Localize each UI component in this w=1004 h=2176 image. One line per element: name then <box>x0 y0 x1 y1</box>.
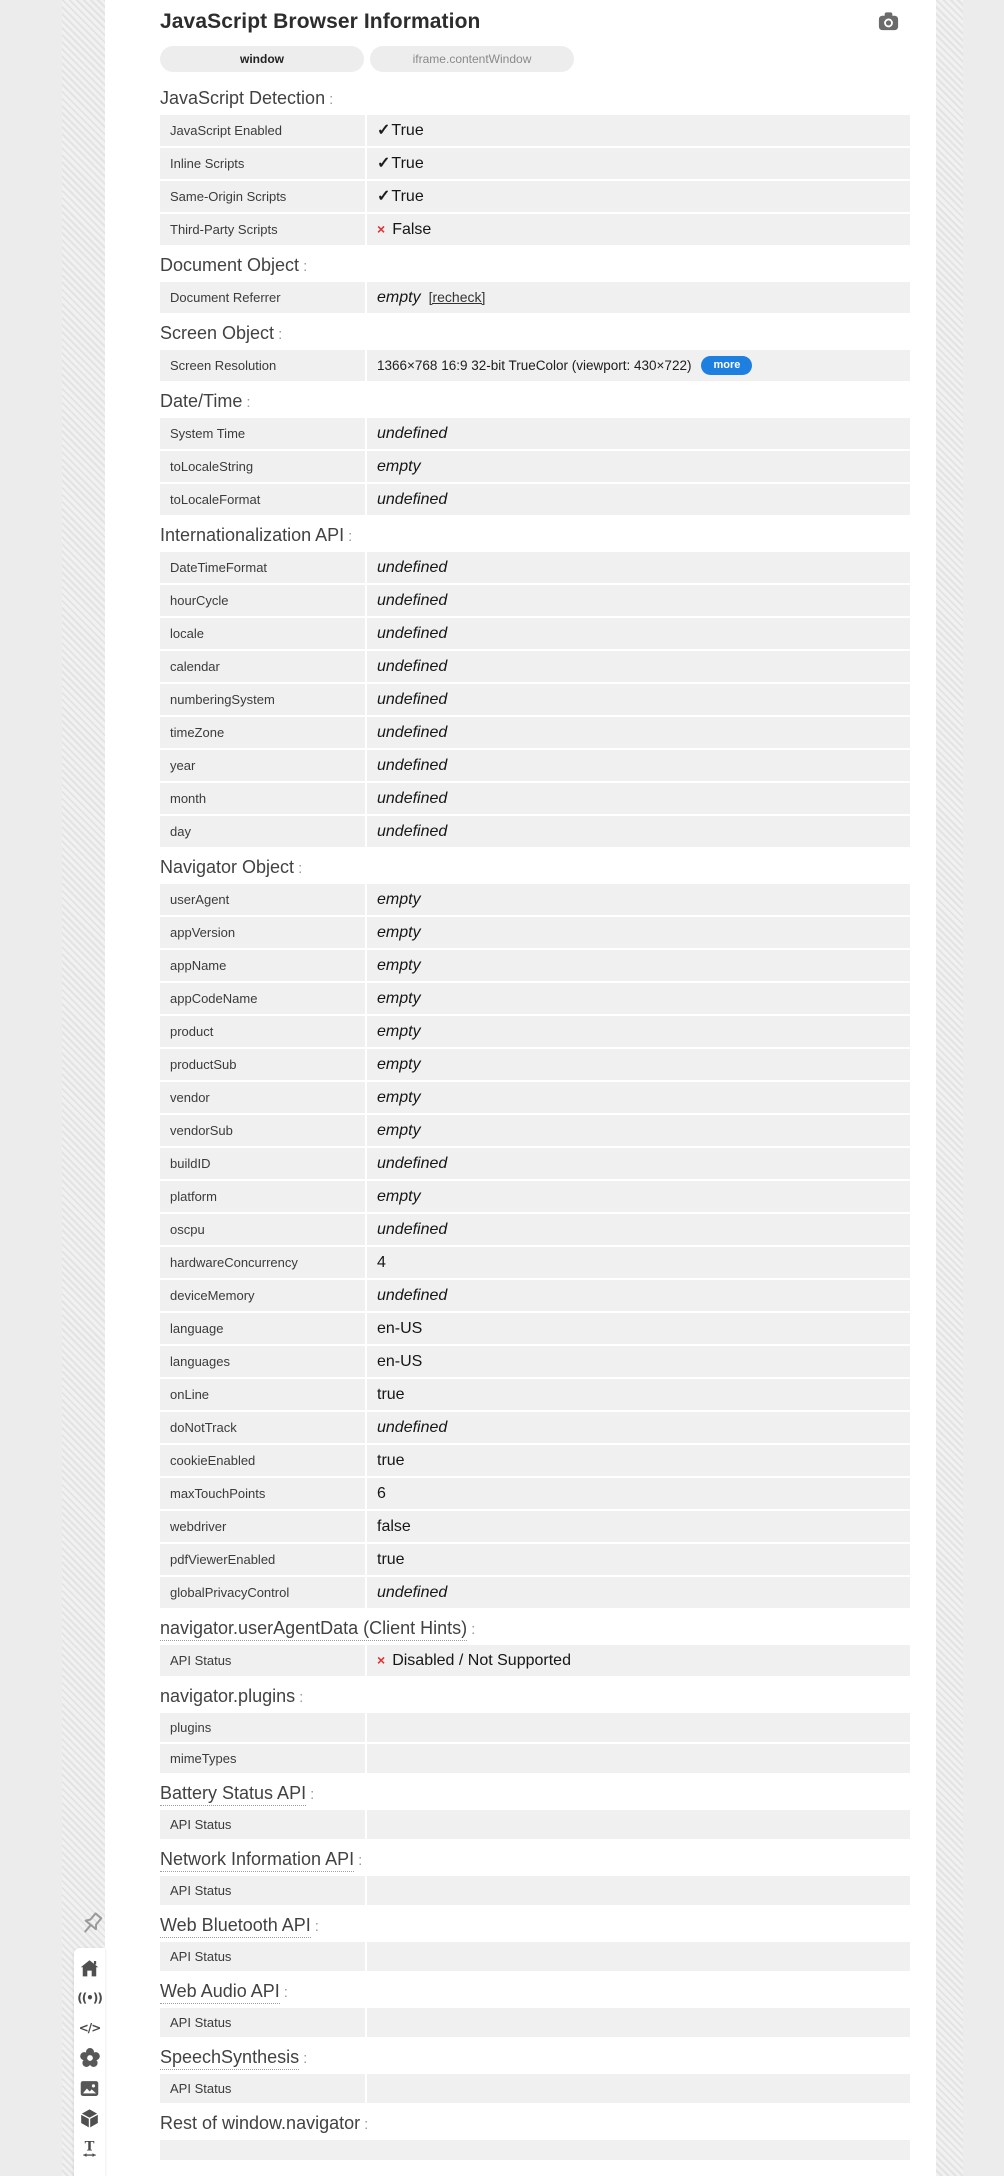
striped-background-left <box>62 0 105 2176</box>
row-value <box>367 1544 910 1575</box>
row-label: deviceMemory <box>160 1280 365 1311</box>
info-table <box>160 2074 910 2103</box>
value-text: undefined <box>377 491 448 508</box>
value-text: undefined <box>377 823 448 840</box>
row-label: mimeTypes <box>160 1744 365 1773</box>
section-heading-label[interactable]: navigator.userAgentData (Client Hints) <box>160 1618 467 1641</box>
row-value <box>367 1713 910 1742</box>
value-text: false <box>377 1518 411 1535</box>
row-value <box>367 1148 910 1179</box>
row-label: doNotTrack <box>160 1412 365 1443</box>
row-value <box>367 1478 910 1509</box>
row-value <box>367 750 910 781</box>
row-value <box>367 651 910 682</box>
row-label: API Status <box>160 1876 365 1905</box>
table-row <box>160 1016 910 1047</box>
row-value <box>367 1313 910 1344</box>
row-label: userAgent <box>160 884 365 915</box>
value-text: True <box>391 188 424 205</box>
row-label: API Status <box>160 2074 365 2103</box>
table-row <box>160 282 910 313</box>
section-heading-label[interactable]: SpeechSynthesis <box>160 2047 299 2070</box>
camera-icon[interactable] <box>877 10 900 33</box>
cross-icon: × <box>377 221 386 237</box>
value-text: undefined <box>377 691 448 708</box>
heading-colon: : <box>246 394 251 411</box>
row-value <box>367 2008 910 2037</box>
table-row <box>160 1478 910 1509</box>
webrtc-icon[interactable] <box>79 2047 101 2069</box>
value-text: empty <box>377 1089 421 1106</box>
row-value <box>367 1016 910 1047</box>
value-text: empty <box>377 891 421 908</box>
info-table <box>160 282 910 313</box>
value-text: en-US <box>377 1320 423 1337</box>
row-label: oscpu <box>160 1214 365 1245</box>
section-heading-label[interactable]: Battery Status API <box>160 1783 306 1806</box>
heading-colon: : <box>348 528 353 545</box>
row-label: timeZone <box>160 717 365 748</box>
row-value <box>367 950 910 981</box>
striped-background-right <box>936 0 963 2176</box>
table-row <box>160 585 910 616</box>
value-text: False <box>392 221 432 238</box>
heading-colon: : <box>329 91 334 108</box>
row-value <box>367 1744 910 1773</box>
row-label: Document Referrer <box>160 282 365 313</box>
row-value <box>367 1412 910 1443</box>
table-row <box>160 418 910 449</box>
section-heading <box>160 1686 910 1707</box>
row-value <box>367 181 910 212</box>
table-row <box>160 1713 910 1742</box>
row-label: locale <box>160 618 365 649</box>
table-row <box>160 1544 910 1575</box>
section-heading-label: Navigator Object <box>160 857 295 877</box>
row-value <box>367 1876 910 1905</box>
table-row <box>160 2008 910 2037</box>
table-row <box>160 884 910 915</box>
row-label: System Time <box>160 418 365 449</box>
canvas-image-icon[interactable] <box>79 2077 101 2099</box>
table-row <box>160 1445 910 1476</box>
row-label: language <box>160 1313 365 1344</box>
heading-colon: : <box>364 2116 369 2133</box>
tab-bar <box>160 46 910 72</box>
table-row <box>160 618 910 649</box>
row-value <box>367 350 910 381</box>
value-text: undefined <box>377 757 448 774</box>
row-value <box>367 1645 910 1676</box>
table-row <box>160 214 910 245</box>
webgl-cube-icon[interactable] <box>79 2107 101 2129</box>
row-label: productSub <box>160 1049 365 1080</box>
row-value <box>367 1082 910 1113</box>
info-table <box>160 350 910 381</box>
value-text: empty <box>377 990 421 1007</box>
sidebar-toolbar <box>74 1948 105 2176</box>
table-row <box>160 1511 910 1542</box>
value-text: undefined <box>377 658 448 675</box>
section-heading <box>160 1849 910 1870</box>
row-value <box>367 1346 910 1377</box>
row-label: platform <box>160 1181 365 1212</box>
table-row <box>160 350 910 381</box>
more-button[interactable]: more <box>701 356 752 375</box>
row-label: appName <box>160 950 365 981</box>
table-row <box>160 552 910 583</box>
value-text: True <box>391 155 424 172</box>
heading-colon: : <box>314 1918 319 1935</box>
heading-colon: : <box>310 1786 315 1803</box>
table-row <box>160 950 910 981</box>
value-text: true <box>377 1452 405 1469</box>
check-icon: ✓ <box>377 122 391 139</box>
table-row <box>160 1049 910 1080</box>
heading-colon: : <box>303 258 308 275</box>
table-row <box>160 451 910 482</box>
value-text: empty <box>377 924 421 941</box>
row-value <box>367 585 910 616</box>
section-heading <box>160 2047 910 2068</box>
table-row <box>160 1942 910 1971</box>
value-text: empty <box>377 289 421 306</box>
table-row <box>160 651 910 682</box>
section-heading-label[interactable]: Web Audio API <box>160 1981 280 2004</box>
value-text: undefined <box>377 790 448 807</box>
row-label: hourCycle <box>160 585 365 616</box>
row-value <box>367 618 910 649</box>
signal-icon[interactable]: ((•)) <box>77 1991 102 2005</box>
home-icon[interactable] <box>79 1957 101 1979</box>
row-value <box>367 684 910 715</box>
table-row <box>160 1280 910 1311</box>
section-heading <box>160 391 910 412</box>
table-row <box>160 2074 910 2103</box>
table-row <box>160 684 910 715</box>
row-label: toLocaleFormat <box>160 484 365 515</box>
row-value <box>367 1115 910 1146</box>
table-row <box>160 148 910 179</box>
row-value <box>367 1214 910 1245</box>
table-row <box>160 1810 910 1839</box>
section-heading <box>160 857 910 878</box>
row-label: onLine <box>160 1379 365 1410</box>
table-row <box>160 917 910 948</box>
table-row <box>160 1412 910 1443</box>
row-value <box>367 783 910 814</box>
row-label: API Status <box>160 1645 365 1676</box>
value-text: empty <box>377 458 421 475</box>
row-value <box>367 282 910 313</box>
info-table <box>160 1645 910 1676</box>
tab-window[interactable]: window <box>160 46 364 72</box>
info-table <box>160 1876 910 1905</box>
section-heading-label: Screen Object <box>160 323 275 343</box>
section-heading-label: Rest of window.navigator <box>160 2113 361 2133</box>
row-label: appVersion <box>160 917 365 948</box>
row-value <box>367 717 910 748</box>
row-value <box>367 1942 910 1971</box>
row-value <box>367 884 910 915</box>
row-value <box>367 148 910 179</box>
row-value <box>367 552 910 583</box>
value-text: undefined <box>377 625 448 642</box>
section-heading <box>160 88 910 109</box>
info-table <box>160 115 910 245</box>
heading-colon: : <box>471 1621 476 1638</box>
row-value <box>367 1280 910 1311</box>
pin-icon[interactable] <box>77 1911 107 1941</box>
table-row <box>160 1247 910 1278</box>
row-value <box>367 115 910 146</box>
info-table <box>160 884 910 1608</box>
table-row <box>160 1346 910 1377</box>
value-text: empty <box>377 957 421 974</box>
value-text: 6 <box>377 1485 386 1502</box>
row-label: plugins <box>160 1713 365 1742</box>
table-row <box>160 750 910 781</box>
value-text: true <box>377 1386 405 1403</box>
row-label: API Status <box>160 2008 365 2037</box>
sections-container <box>160 88 910 2160</box>
row-value <box>367 1181 910 1212</box>
table-row <box>160 1313 910 1344</box>
row-label: numberingSystem <box>160 684 365 715</box>
row-label: product <box>160 1016 365 1047</box>
fonts-text-icon[interactable] <box>79 2137 101 2159</box>
value-text: en-US <box>377 1353 423 1370</box>
row-value <box>367 816 910 847</box>
row-value <box>367 917 910 948</box>
row-label: Same-Origin Scripts <box>160 181 365 212</box>
value-text: undefined <box>377 1419 448 1436</box>
row-label: buildID <box>160 1148 365 1179</box>
table-row <box>160 1876 910 1905</box>
row-label: API Status <box>160 1810 365 1839</box>
row-label: hardwareConcurrency <box>160 1247 365 1278</box>
section-heading <box>160 525 910 546</box>
row-label: webdriver <box>160 1511 365 1542</box>
table-row <box>160 181 910 212</box>
section-heading-label: navigator.plugins <box>160 1686 296 1706</box>
row-value <box>367 418 910 449</box>
table-row <box>160 1148 910 1179</box>
row-label: Inline Scripts <box>160 148 365 179</box>
row-label: globalPrivacyControl <box>160 1577 365 1608</box>
value-text: true <box>377 1551 405 1568</box>
value-text: undefined <box>377 559 448 576</box>
section-heading <box>160 2113 910 2134</box>
row-value <box>367 451 910 482</box>
check-icon: ✓ <box>377 188 391 205</box>
heading-colon: : <box>358 1852 363 1869</box>
row-value <box>367 1511 910 1542</box>
table-row <box>160 1082 910 1113</box>
row-label: cookieEnabled <box>160 1445 365 1476</box>
heading-colon: : <box>303 2050 308 2067</box>
row-value <box>367 1810 910 1839</box>
heading-colon: : <box>299 1689 304 1706</box>
value-text: undefined <box>377 1584 448 1601</box>
section-heading-label[interactable]: Web Bluetooth API <box>160 1915 311 1938</box>
row-label: languages <box>160 1346 365 1377</box>
section-heading <box>160 1783 910 1804</box>
row-label: day <box>160 816 365 847</box>
value-text: undefined <box>377 425 448 442</box>
row-label: Third-Party Scripts <box>160 214 365 245</box>
cross-icon: × <box>377 1652 386 1668</box>
table-row <box>160 717 910 748</box>
info-table <box>160 418 910 515</box>
value-text: undefined <box>377 724 448 741</box>
table-row <box>160 1577 910 1608</box>
row-value <box>367 983 910 1014</box>
row-label: vendorSub <box>160 1115 365 1146</box>
row-label: toLocaleString <box>160 451 365 482</box>
section-heading <box>160 1915 910 1936</box>
value-text: undefined <box>377 592 448 609</box>
row-label: API Status <box>160 1942 365 1971</box>
main-card <box>105 0 936 2176</box>
heading-colon: : <box>283 1984 288 2001</box>
section-heading-label: Document Object <box>160 255 300 275</box>
row-value <box>367 214 910 245</box>
row-value <box>367 1379 910 1410</box>
value-text: empty <box>377 1056 421 1073</box>
clipped-row <box>160 2140 910 2160</box>
row-label: vendor <box>160 1082 365 1113</box>
row-label: calendar <box>160 651 365 682</box>
section-heading-label[interactable]: Network Information API <box>160 1849 354 1872</box>
info-table <box>160 1810 910 1839</box>
page-title: JavaScript Browser Information <box>160 10 481 33</box>
value-text: empty <box>377 1023 421 1040</box>
table-row <box>160 1115 910 1146</box>
section-heading-label: JavaScript Detection <box>160 88 326 108</box>
value-text: undefined <box>377 1221 448 1238</box>
page-header <box>160 8 910 46</box>
code-icon[interactable]: </> <box>78 2021 101 2035</box>
main-content <box>105 0 936 2160</box>
tab-iframe-contentwindow[interactable]: iframe.contentWindow <box>370 46 574 72</box>
row-value <box>367 2074 910 2103</box>
value-text: 4 <box>377 1254 386 1271</box>
section-heading-label: Date/Time <box>160 391 243 411</box>
value-text: undefined <box>377 1155 448 1172</box>
value-text: empty <box>377 1122 421 1139</box>
row-value <box>367 484 910 515</box>
info-table <box>160 1713 910 1773</box>
table-row <box>160 1744 910 1773</box>
value-text: undefined <box>377 1287 448 1304</box>
svg-text:T: T <box>84 2138 95 2154</box>
recheck-link[interactable]: [recheck] <box>428 289 486 305</box>
value-text: True <box>391 122 424 139</box>
row-value <box>367 1049 910 1080</box>
table-row <box>160 1379 910 1410</box>
table-row <box>160 484 910 515</box>
table-row <box>160 1645 910 1676</box>
row-label: month <box>160 783 365 814</box>
heading-colon: : <box>278 326 283 343</box>
info-table <box>160 2008 910 2037</box>
row-value <box>367 1247 910 1278</box>
row-label: year <box>160 750 365 781</box>
value-text: Disabled / Not Supported <box>392 1652 571 1669</box>
info-table <box>160 1942 910 1971</box>
table-row <box>160 115 910 146</box>
row-value <box>367 1577 910 1608</box>
table-row <box>160 783 910 814</box>
info-table <box>160 2140 910 2160</box>
row-value <box>367 1445 910 1476</box>
section-heading-label: Internationalization API <box>160 525 345 545</box>
section-heading <box>160 1618 910 1639</box>
row-label: JavaScript Enabled <box>160 115 365 146</box>
info-table <box>160 552 910 847</box>
table-row <box>160 983 910 1014</box>
row-label: pdfViewerEnabled <box>160 1544 365 1575</box>
row-label: appCodeName <box>160 983 365 1014</box>
table-row <box>160 1181 910 1212</box>
row-label: maxTouchPoints <box>160 1478 365 1509</box>
value-text: 1366×768 16:9 32-bit TrueColor (viewport: 430×722) <box>377 358 692 373</box>
section-heading <box>160 323 910 344</box>
row-label: DateTimeFormat <box>160 552 365 583</box>
section-heading <box>160 255 910 276</box>
row-label: Screen Resolution <box>160 350 365 381</box>
check-icon: ✓ <box>377 155 391 172</box>
section-heading <box>160 1981 910 2002</box>
value-text: empty <box>377 1188 421 1205</box>
table-row <box>160 1214 910 1245</box>
table-row <box>160 816 910 847</box>
heading-colon: : <box>298 860 303 877</box>
